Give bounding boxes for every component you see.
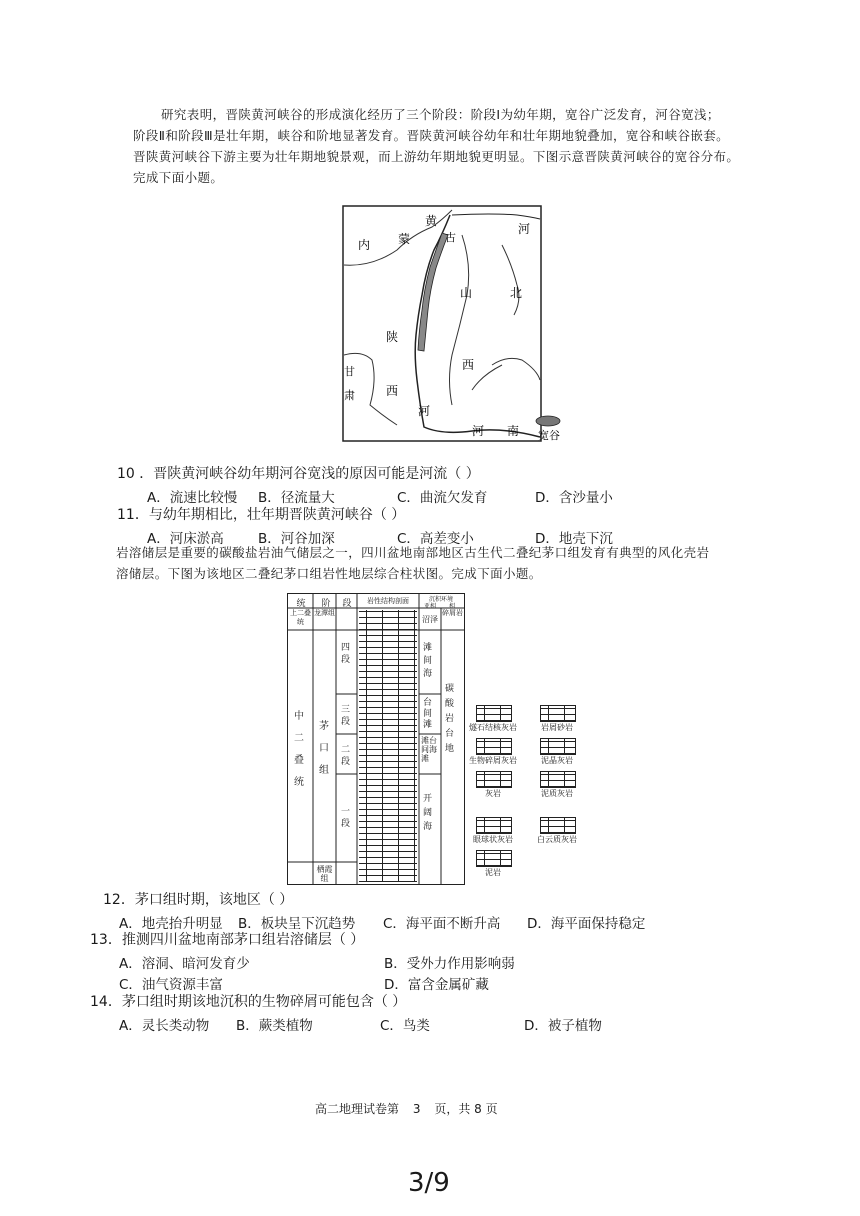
- option-c: C．曲流欠发育: [397, 490, 488, 506]
- legend-swatch: [540, 705, 576, 722]
- question-stem: 12．茅口组时期，该地区（ ）: [103, 892, 294, 908]
- subphase-4: 开阔海: [423, 794, 433, 832]
- footer-suffix: 页，共 8 页: [434, 1102, 498, 1116]
- option-d: D．海平面保持稳定: [527, 916, 646, 932]
- question-13: [90, 930, 770, 993]
- map-label: 西: [462, 358, 475, 372]
- header-env: 沉积环境: [428, 596, 453, 603]
- intro-paragraph-1: [133, 104, 773, 188]
- map-label: 甘: [344, 365, 355, 378]
- legend-label: 白云质灰岩: [537, 835, 577, 844]
- map-label: 古: [445, 231, 456, 244]
- map-label: 南: [507, 424, 520, 438]
- option-a: A．灵长类动物: [119, 1018, 210, 1034]
- legend-label: 灰岩: [485, 789, 501, 798]
- question-14: [90, 992, 770, 1034]
- lithology-profile: [359, 610, 417, 882]
- subphase-3: 滩台间海滩: [421, 736, 437, 763]
- legend-item: [527, 705, 587, 733]
- page-counter: 3/9: [408, 1168, 450, 1198]
- question-stem: 10 ．晋陕黄河峡谷幼年期河谷宽浅的原因可能是河流（ ）: [117, 466, 480, 482]
- tong-main: 中二叠统: [294, 711, 304, 788]
- legend-label: 泥质灰岩: [541, 789, 573, 798]
- option-c: C．鸟类: [380, 1018, 430, 1034]
- lithology-legend: [463, 705, 603, 885]
- legend-label: 生物碎屑灰岩: [469, 756, 517, 765]
- map-label: 西: [386, 384, 399, 398]
- option-c: C．油气资源丰富: [119, 977, 223, 993]
- footer-prefix: 高二地理试卷第: [315, 1102, 400, 1116]
- option-b: B．蕨类植物: [236, 1018, 313, 1034]
- intro2-line: 溶储层。下图为该地区二叠纪茅口组岩性地层综合柱状图。完成下面小题。: [116, 566, 542, 581]
- header-env-phase: 相: [448, 603, 455, 610]
- option-d: D．富含金属矿藏: [384, 977, 489, 993]
- jie-bottom: 栖霞组: [316, 865, 333, 883]
- legend-label: 眼球状灰岩: [473, 835, 513, 844]
- legend-swatch: [476, 738, 512, 755]
- legend-swatch: [540, 771, 576, 788]
- legend-swatch: [540, 738, 576, 755]
- question-stem: 11．与幼年期相比，壮年期晋陕黄河峡谷（ ）: [117, 507, 406, 523]
- subphase-1: 滩间海: [423, 643, 433, 679]
- legend-swatch: [476, 705, 512, 722]
- top-env: 沼泽: [422, 615, 438, 624]
- subphase-2: 台间滩: [423, 698, 433, 730]
- option-b: B．板块呈下沉趋势: [238, 916, 356, 932]
- legend-item: [527, 817, 587, 845]
- map-legend-label: 宽谷: [538, 429, 560, 442]
- option-c: C．高差变小: [397, 531, 474, 547]
- map-label: 河: [518, 222, 531, 236]
- option-c: C．海平面不断升高: [383, 916, 501, 932]
- duan-2: 二段: [341, 745, 351, 767]
- header-jie: 阶: [321, 599, 331, 609]
- option-a: A．流速比较慢: [147, 490, 238, 506]
- map-label: 北: [510, 286, 523, 300]
- option-a: A．地壳抬升明显: [119, 916, 223, 932]
- footer-page: 3: [412, 1102, 421, 1116]
- legend-item: [463, 817, 523, 845]
- intro-paragraph-2: [116, 542, 776, 584]
- map-svg: [342, 205, 594, 443]
- legend-label: 燧石结核灰岩: [469, 723, 517, 732]
- duan-1: 一段: [341, 807, 351, 829]
- legend-label: 泥岩: [485, 868, 501, 877]
- option-d: D．含沙量小: [535, 490, 613, 506]
- header-tong: 统: [296, 599, 306, 609]
- option-b: B．径流量大: [258, 490, 335, 506]
- legend-swatch: [476, 817, 512, 834]
- question-11: [117, 505, 717, 547]
- legend-item: [463, 850, 523, 878]
- legend-swatch: [476, 771, 512, 788]
- yellow-river-gorge-map: [342, 205, 594, 443]
- intro2-line: 岩溶储层是重要的碳酸盐岩油气储层之一，四川盆地南部地区古生代二叠纪茅口组发育有典型的风化壳岩: [116, 545, 710, 560]
- option-b: B．河谷加深: [258, 531, 335, 547]
- legend-item: [463, 771, 523, 799]
- map-label: 陕: [386, 330, 399, 344]
- option-b: B．受外力作用影响弱: [384, 956, 515, 972]
- question-stem: 13．推测四川盆地南部茅口组岩溶储层（ ）: [90, 932, 365, 948]
- top-tong: 上二叠统: [290, 609, 311, 626]
- duan-3: 三段: [341, 705, 351, 727]
- header-env-sub: 亚相: [423, 603, 436, 610]
- page-footer: [315, 1100, 498, 1117]
- map-label: 蒙: [398, 232, 411, 246]
- intro1-line: 晋陕黄河峡谷下游主要为壮年期地貌景观，而上游幼年期地貌更明显。下图示意晋陕黄河峡谷的宽谷分布。: [133, 149, 740, 164]
- option-a: A．河床淤高: [147, 531, 224, 547]
- map-label: 河: [418, 404, 431, 418]
- header-litho: 岩性结构剖面: [367, 597, 409, 605]
- legend-swatch: [540, 817, 576, 834]
- map-label: 黄: [425, 214, 438, 228]
- legend-label: 岩屑砂岩: [541, 723, 573, 732]
- option-d: D．地壳下沉: [535, 531, 613, 547]
- map-label: 肃: [344, 389, 355, 402]
- question-stem: 14．茅口组时期该地沉积的生物碎屑可能包含（ ）: [90, 994, 407, 1010]
- legend-swatch: [476, 850, 512, 867]
- wide-valley-legend-symbol: [536, 416, 560, 426]
- header-duan: 段: [342, 599, 352, 609]
- map-label: 山: [460, 286, 473, 300]
- intro1-line: 完成下面小题。: [133, 170, 224, 185]
- legend-item: [527, 771, 587, 799]
- stratigraphic-column: [287, 593, 465, 885]
- legend-label: 泥晶灰岩: [541, 756, 573, 765]
- map-label: 内: [358, 238, 371, 252]
- legend-item: [527, 738, 587, 766]
- question-10: [117, 464, 717, 506]
- option-a: A．溶洞、暗河发育少: [119, 956, 250, 972]
- option-d: D．被子植物: [524, 1018, 602, 1034]
- legend-item: [463, 705, 523, 733]
- legend-item: [463, 738, 523, 766]
- question-12: [103, 890, 763, 932]
- top-phase: 碎屑岩: [442, 609, 463, 617]
- phase-main: 碳酸岩台地: [445, 684, 455, 754]
- intro1-line: 研究表明，晋陕黄河峡谷的形成演化经历了三个阶段：阶段Ⅰ为幼年期，宽谷广泛发育，河谷宽浅；: [161, 107, 720, 122]
- intro1-line: 阶段Ⅱ和阶段Ⅲ是壮年期，峡谷和阶地显著发育。晋陕黄河峡谷幼年和壮年期地貌叠加，宽谷和峡谷嵌套。: [133, 128, 730, 143]
- map-label: 河: [472, 424, 485, 438]
- top-jie: 龙潭组: [314, 609, 335, 617]
- jie-main: 茅口组: [319, 721, 329, 776]
- duan-4: 四段: [341, 643, 351, 665]
